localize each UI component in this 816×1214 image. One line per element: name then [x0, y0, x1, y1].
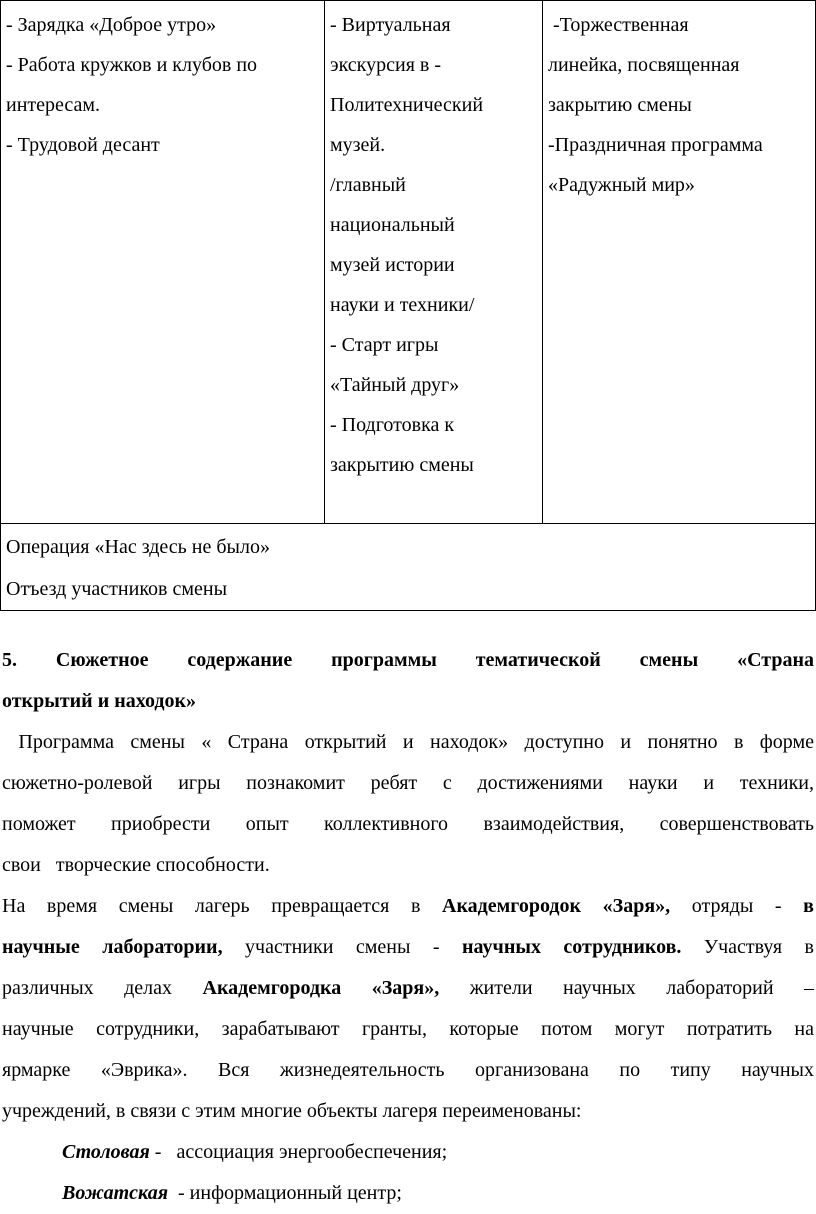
cell-line: экскурсия в - [330, 54, 441, 76]
list-desc: - ассоциация энергообеспечения; [149, 1141, 448, 1163]
paragraph-line: поможет приобрести опыт коллективного взаимодействия, совершенствовать [2, 813, 814, 835]
cell-line: - Трудовой десант [6, 134, 160, 156]
cell-line: музей истории [330, 254, 455, 276]
paragraph-line: свои творческие способности. [2, 854, 270, 876]
text-run: На время смены лагерь превращается в [2, 895, 443, 917]
cell-line: - Подготовка к [330, 414, 455, 436]
cell-line: музей. [330, 134, 386, 156]
cell-line: - Зарядка «Доброе утро» [6, 14, 217, 36]
cell-line: - Виртуальная [330, 14, 451, 36]
section-heading: 5. Сюжетное содержание программы тематической смены «Страна [2, 649, 814, 671]
table-cell-departure [1, 524, 816, 611]
cell-line: науки и техники/ [330, 294, 475, 316]
cell-line: - Работа кружков и клубов по [6, 54, 258, 76]
text-run: различных делах [2, 977, 203, 999]
list-term: Вожатская [62, 1182, 168, 1204]
table-cell-closing [543, 1, 816, 524]
text-run-bold: научных сотрудников. [462, 936, 682, 958]
cell-line: национальный [330, 214, 455, 236]
cell-line: Операция «Нас здесь не было» [6, 536, 270, 558]
text-run-bold: Академгородка «Заря», [202, 977, 440, 999]
cell-line: линейка, посвященная [548, 54, 740, 76]
list-desc: - информационный центр; [168, 1182, 402, 1204]
cell-line: интересам. [6, 94, 101, 116]
paragraph-line: учреждений, в связи с этим многие объекты лагеря переименованы: [2, 1100, 582, 1122]
list-item [2, 1173, 814, 1214]
text-run-bold: в [803, 895, 814, 917]
cell-line: -Торжественная [548, 14, 689, 36]
table-row [1, 1, 816, 524]
table-row [1, 524, 816, 611]
section-5 [2, 640, 814, 1214]
list-item [2, 1132, 814, 1173]
cell-line: «Тайный друг» [330, 374, 460, 396]
cell-line: Отъезд участников смены [6, 578, 228, 600]
paragraph-line: научные сотрудники, зарабатывают гранты, которые потом могут потратить на [2, 1018, 814, 1040]
cell-line: закрытию смены [548, 94, 692, 116]
cell-line: Политехнический [330, 94, 484, 116]
text-run: жители научных лабораторий – [439, 977, 814, 999]
paragraph-line: сюжетно-ролевой игры познакомит ребят с достижениями науки и техники, [2, 772, 814, 794]
cell-line: - Старт игры [330, 334, 439, 356]
paragraph-line [2, 968, 814, 1009]
cell-line: «Радужный мир» [548, 174, 695, 196]
table-cell-activities [1, 1, 325, 524]
text-run-bold: научные лаборатории, [2, 936, 223, 958]
cell-line: -Праздничная программа [548, 134, 763, 156]
paragraph-line: ярмарке «Эврика». Вся жизнедеятельность организована по типу научных [2, 1059, 814, 1081]
table-cell-excursion [325, 1, 543, 524]
text-run-bold: Академгородок «Заря», [442, 895, 671, 917]
text-run: отряды - [670, 895, 804, 917]
paragraph-line [2, 927, 814, 968]
section-heading-cont: открытий и находок» [2, 690, 197, 712]
list-term: Столовая [62, 1141, 150, 1163]
cell-line: закрытию смены [330, 454, 474, 476]
cell-line: /главный [330, 174, 406, 196]
paragraph-line: Программа смены « Страна открытий и находок» доступно и понятно в форме [2, 731, 814, 753]
text-run: Участвуя в [681, 936, 814, 958]
text-run: участники смены - [222, 936, 463, 958]
paragraph-line [2, 886, 814, 927]
